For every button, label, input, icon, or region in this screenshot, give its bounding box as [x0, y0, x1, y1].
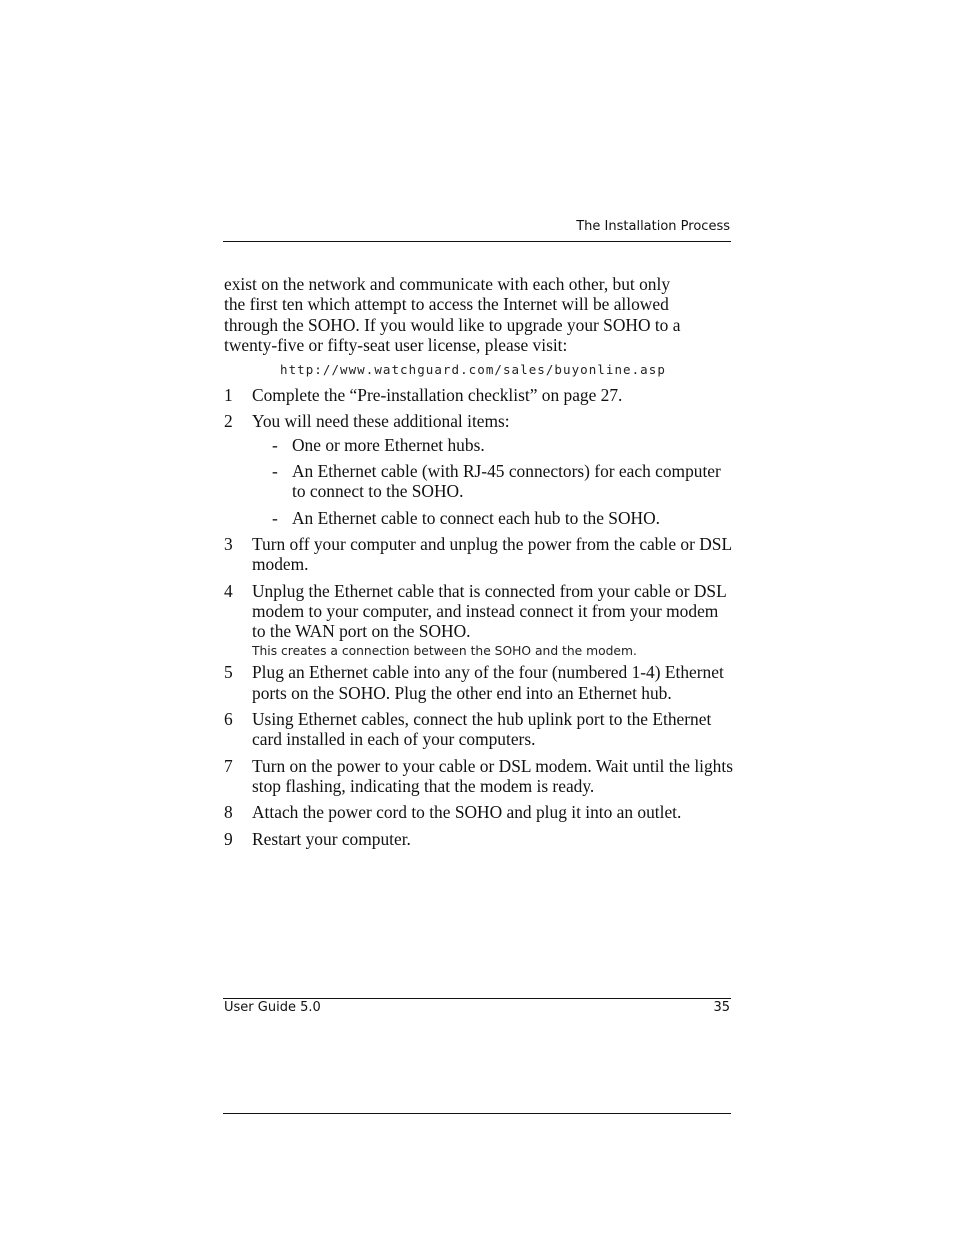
step-number: 3 [224, 533, 233, 554]
step-text: Unplug the Ethernet cable that is connected from your cable or DSL modem to your computer, and instead connect it from your modem to the WAN port on the SOHO. [252, 580, 727, 642]
dash-bullet: - [272, 434, 278, 455]
additional-items-list [224, 435, 734, 528]
dash-bullet: - [272, 507, 278, 528]
list-item: - One or more Ethernet hubs. [244, 435, 734, 455]
footer-rule [223, 998, 731, 999]
step-6 [224, 709, 734, 750]
step-8 [224, 802, 734, 822]
step-note: This creates a connection between the SOHO and the modem. [252, 644, 637, 659]
list-item: - An Ethernet cable to connect each hub to the SOHO. [244, 508, 734, 528]
step-number: 4 [224, 580, 233, 601]
intro-line: through the SOHO. If you would like to upgrade your SOHO to a [224, 314, 681, 335]
step-1 [224, 385, 734, 405]
page-body [224, 274, 734, 849]
step-text: Restart your computer. [252, 828, 411, 849]
step-text: Using Ethernet cables, connect the hub uplink port to the Ethernet card installed in each of your computers. [252, 709, 712, 750]
step-text: Turn off your computer and unplug the power from the cable or DSL modem. [252, 533, 732, 575]
step-9 [224, 829, 734, 849]
step-number: 7 [224, 755, 233, 776]
step-number: 5 [224, 662, 233, 683]
step-number: 9 [224, 828, 233, 849]
step-4 [224, 581, 734, 660]
header-rule [223, 241, 731, 242]
page-number: 35 [713, 1000, 730, 1015]
dash-bullet: - [272, 461, 278, 482]
intro-line: the first ten which attempt to access the Internet will be allowed [224, 294, 669, 315]
list-item: - An Ethernet cable (with RJ-45 connectors) for each computer to connect to the SOHO. [244, 461, 734, 502]
running-header: The Installation Process [576, 219, 730, 234]
step-text: Attach the power cord to the SOHO and plug it into an outlet. [252, 802, 682, 823]
intro-line: twenty-five or fifty-seat user license, please visit: [224, 334, 568, 355]
intro-paragraph [224, 274, 734, 355]
step-5 [224, 662, 734, 703]
step-number: 1 [224, 385, 233, 406]
bottom-rule [223, 1113, 731, 1114]
step-number: 6 [224, 709, 233, 730]
step-number: 8 [224, 802, 233, 823]
step-2 [224, 411, 734, 431]
step-text: Complete the “Pre-installation checklist” on page 27. [252, 385, 623, 406]
step-7 [224, 756, 734, 797]
footer-title: User Guide 5.0 [224, 1000, 321, 1015]
intro-line: exist on the network and communicate with each other, but only [224, 274, 671, 294]
step-text: You will need these additional items: [252, 411, 510, 432]
step-text: Turn on the power to your cable or DSL modem. Wait until the lights stop flashing, indicating that the modem is ready. [252, 755, 733, 796]
step-number: 2 [224, 411, 233, 432]
upgrade-url[interactable]: http://www.watchguard.com/sales/buyonline.asp [280, 362, 666, 378]
step-text: Plug an Ethernet cable into any of the four (numbered 1-4) Ethernet ports on the SOHO. Plug the other end into an Ethernet hub. [252, 662, 724, 703]
step-3 [224, 534, 734, 575]
